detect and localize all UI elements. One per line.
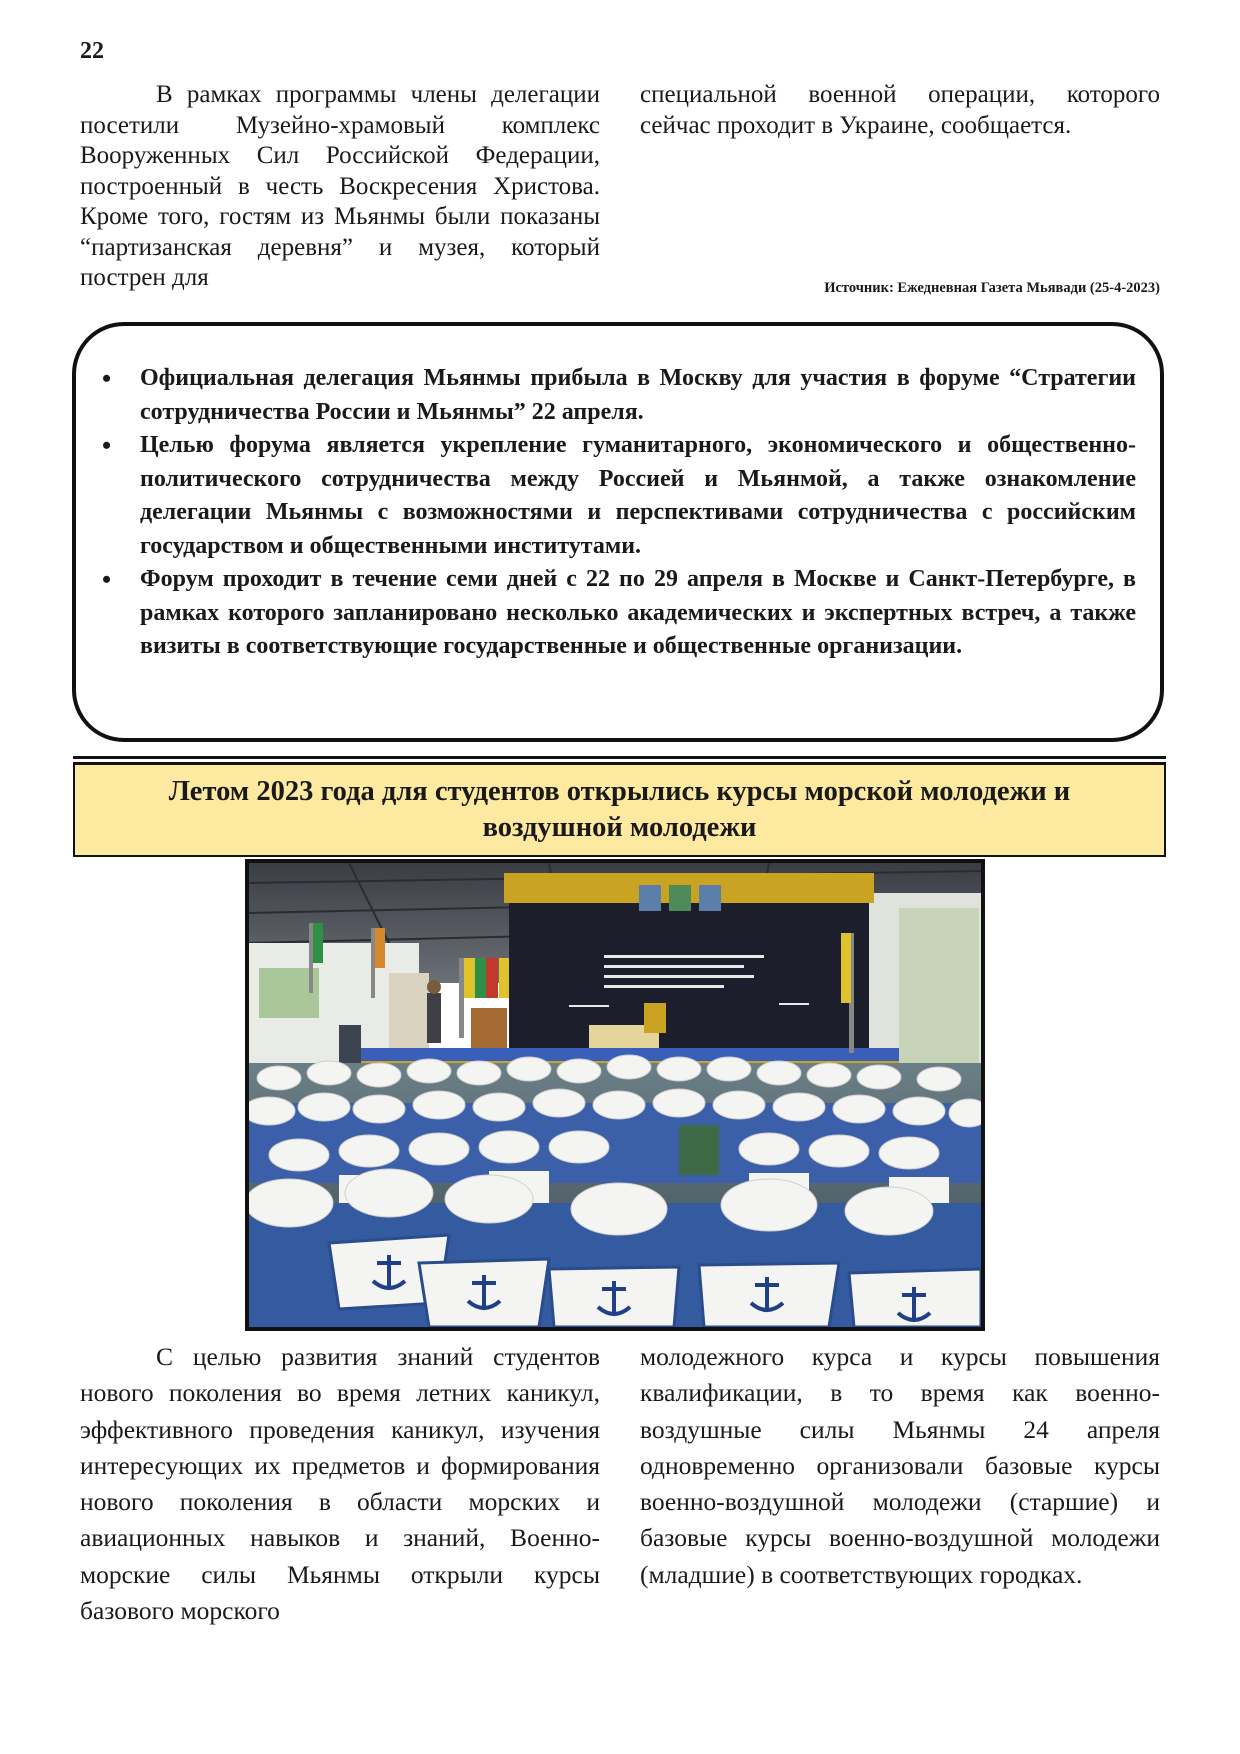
headline-banner [73, 763, 1166, 857]
article-photo [245, 859, 985, 1331]
summary-list [140, 362, 1136, 664]
prev-article-right-column [640, 80, 1160, 141]
source-credit: Источник: Ежедневная Газета Мьявади (25-4-2023) [824, 280, 1160, 296]
prev-article-paragraph-left: В рамках программы члены делегации посетили Музейно-храмовый комплекс Вооруженных Сил Российской Федерации, построенный в честь Воскресения Христова. Кроме того, гостям из Мьянмы были показаны “партизанская деревня” и музея, который пострен для [80, 81, 600, 291]
article-right-column [640, 1339, 1160, 1593]
prev-article-left-column [80, 80, 600, 294]
article-left-column [80, 1339, 600, 1629]
summary-item: • Официальная делегация Мьянмы прибыла в Москву для участия в форуме “Стратегии сотрудничества России и Мьянмы” 22 апреля. [140, 362, 1136, 429]
page-number: 22 [80, 38, 104, 64]
section-divider [73, 756, 1166, 759]
summary-item: • Целью форума является укрепление гуманитарного, экономического и общественно-политического сотрудничества между Россией и Мьянмой, а также ознакомление делегации Мьянмы с возможностями и перспективами сотрудничества с российским государством и общественными институтами. [140, 429, 1136, 563]
summary-box [72, 322, 1164, 742]
article-paragraph-right: молодежного курса и курсы повышения квалификации, в то время как военно-воздушные силы Мьянмы 24 апреля одновременно организовали базовые курсы военно-воздушной молодежи (старшие) и базовые курсы военно-воздушной молодежи (младшие) в соответствующих городках. [640, 1342, 1160, 1589]
cadets-assembly-image [249, 863, 981, 1327]
article-headline: Летом 2023 года для студентов открылись курсы морской молодежи и воздушной молодежи [168, 776, 1071, 843]
summary-item: • Форум проходит в течение семи дней с 22 по 29 апреля в Москве и Санкт-Петербурге, в рамках которого запланировано несколько академических и экспертных встреч, а также визиты в соответствующие государственные и общественные организации. [140, 563, 1136, 664]
article-paragraph-left: С целью развития знаний студентов нового поколения во время летних каникул, эффективного проведения каникул, изучения интересующих их предметов и формирования нового поколения в области морских и авиационных навыков и знаний, Военно-морские силы Мьянмы открыли курсы базового морского [80, 1342, 600, 1626]
prev-article-paragraph-right: специальной военной операции, которого сейчас проходит в Украине, сообщается. [640, 81, 1160, 139]
